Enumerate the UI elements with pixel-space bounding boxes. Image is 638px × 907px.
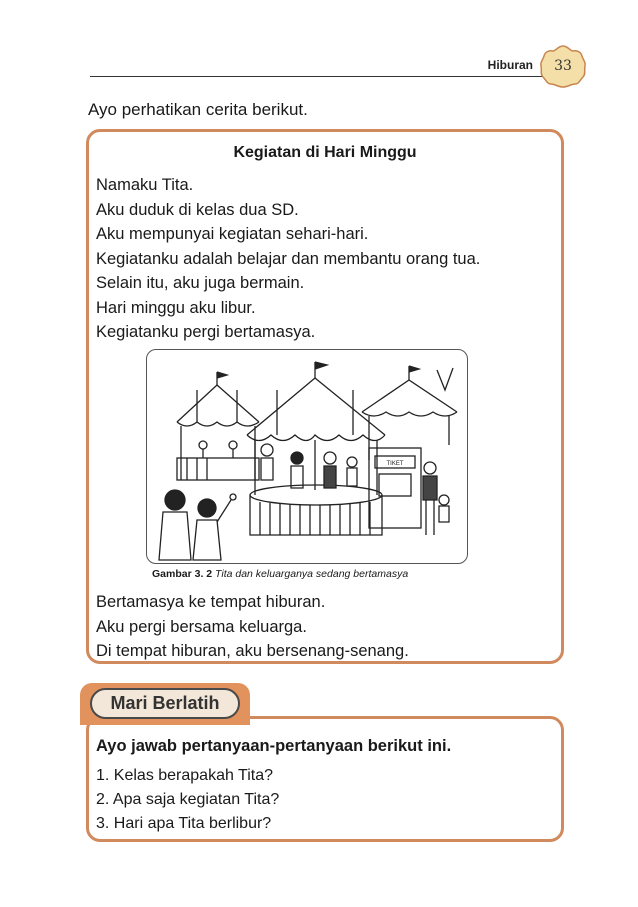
caption-label: Gambar 3. 2 <box>152 568 213 580</box>
exercise-tab-label: Mari Berlatih <box>90 688 240 719</box>
story-lines <box>96 173 480 345</box>
story-after-lines <box>96 590 409 664</box>
ticket-sign: TIKET <box>386 461 404 467</box>
caption-text: Tita dan keluarganya sedang bertamasya <box>215 568 409 580</box>
intro-text: Ayo perhatikan cerita berikut. <box>88 100 308 119</box>
figure-caption <box>152 568 408 580</box>
question-list <box>96 764 279 836</box>
exercise-lead: Ayo jawab pertanyaan-pertanyaan berikut ini. <box>96 737 452 755</box>
story-line: Aku duduk di kelas dua SD. <box>96 200 299 219</box>
story-title: Kegiatan di Hari Minggu <box>233 144 417 161</box>
question-item: 1. Kelas berapakah Tita? <box>96 767 274 784</box>
carnival-drawing <box>147 350 468 564</box>
question-item: 3. Hari apa Tita berlibur? <box>96 815 272 832</box>
story-line: Kegiatanku adalah belajar dan membantu orang tua. <box>96 249 481 268</box>
story-line: Di tempat hiburan, aku bersenang-senang. <box>96 642 409 660</box>
story-line: Bertamasya ke tempat hiburan. <box>96 593 326 611</box>
story-line: Selain itu, aku juga bermain. <box>96 274 305 292</box>
question-item: 2. Apa saja kegiatan Tita? <box>96 791 280 808</box>
story-line: Kegiatanku pergi bertamasya. <box>96 323 316 341</box>
story-line: Aku mempunyai kegiatan sehari-hari. <box>96 225 369 243</box>
fair-illustration <box>146 349 468 564</box>
page-number-badge <box>538 43 588 89</box>
story-line: Namaku Tita. <box>96 176 194 194</box>
section-label: Hiburan <box>487 58 533 72</box>
story-line: Hari minggu aku libur. <box>96 298 256 317</box>
page-number: 33 <box>554 58 572 74</box>
header-rule <box>90 76 560 77</box>
story-line: Aku pergi bersama keluarga. <box>96 617 307 636</box>
